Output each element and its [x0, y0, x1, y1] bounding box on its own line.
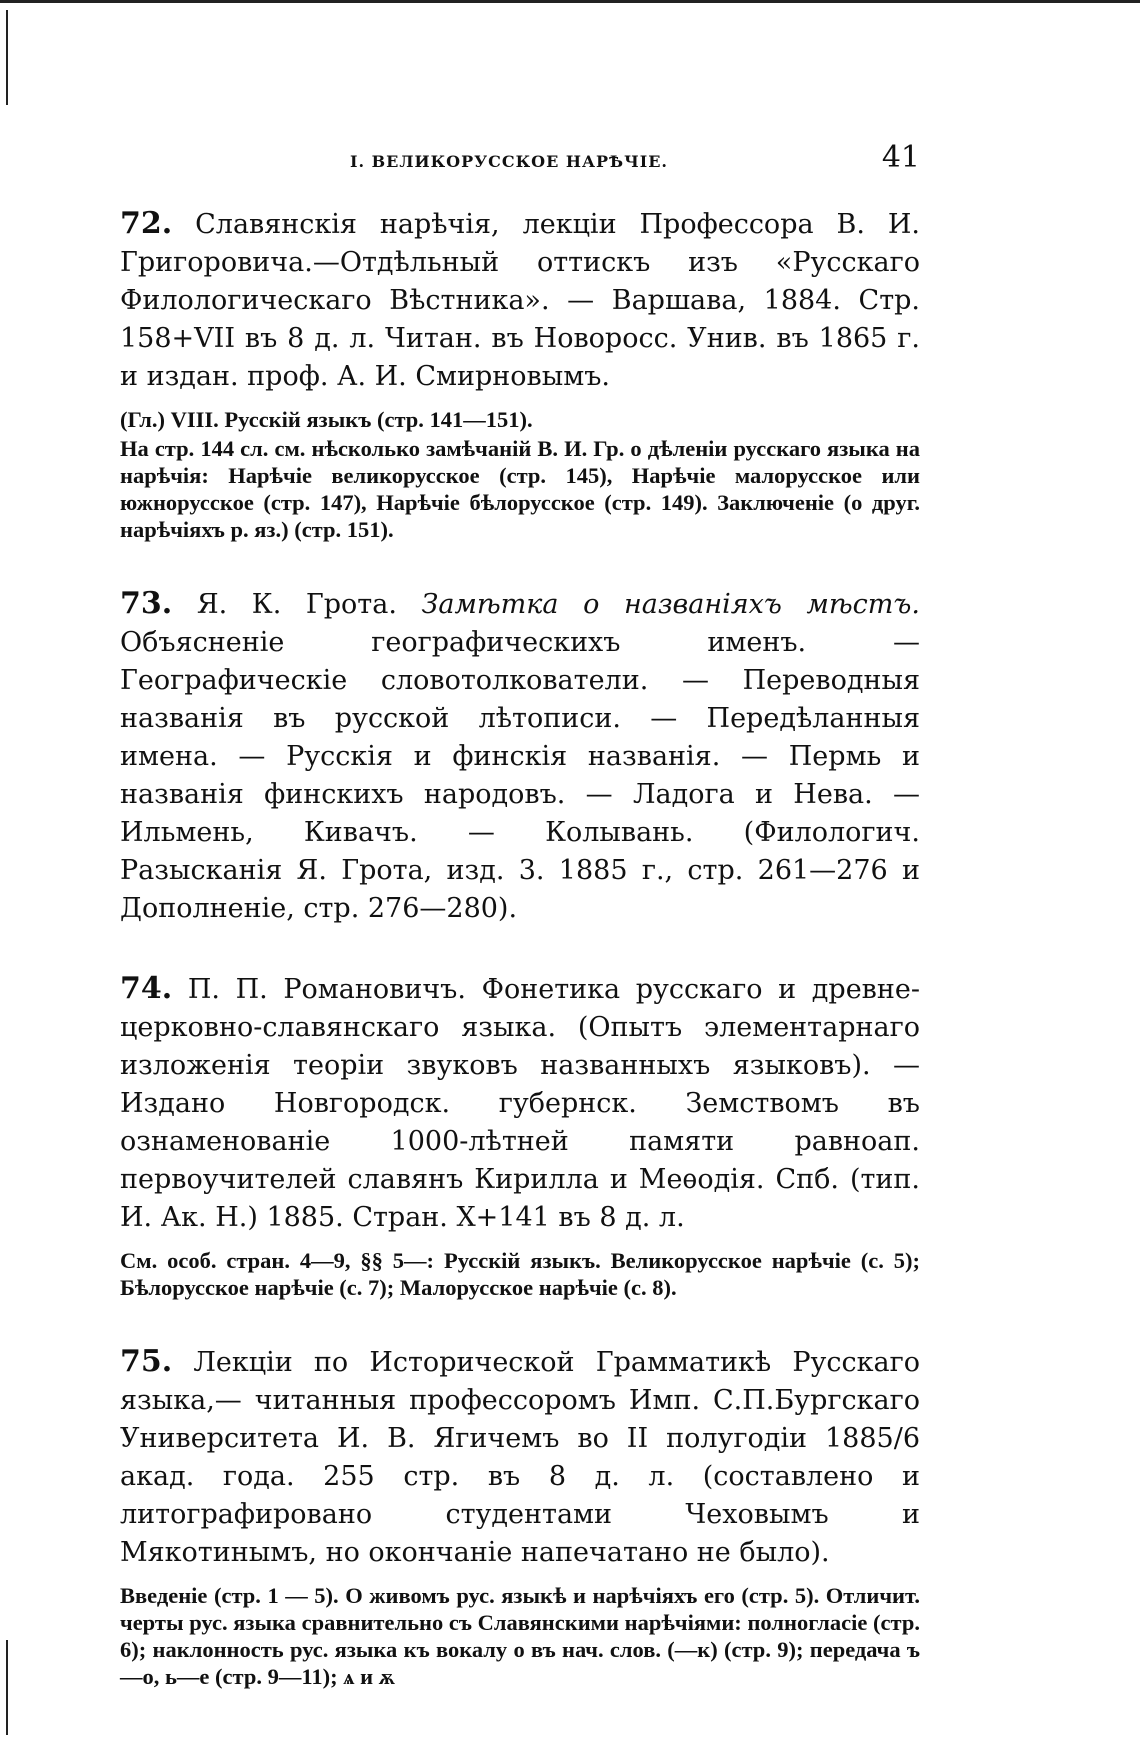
entry-note: См. особ. стран. 4—9, §§ 5—: Русскій языкъ. Великорусское нарѣчіе (с. 5); Бѣлорусское нарѣчіе (с. 7); Малорусское нарѣчіе (с. 8). [120, 1248, 920, 1300]
entry-author: Я. К. Грота. [196, 589, 397, 620]
entry-text [120, 1343, 920, 1572]
running-head [120, 140, 920, 180]
entry-note: (Гл.) VIII. Русскій языкъ (стр. 141—151). [120, 407, 533, 432]
bibliography-entry [120, 1343, 920, 1690]
bibliography-entry [120, 970, 920, 1301]
entry-number: 75. [120, 1344, 173, 1379]
entry-description: Лекціи по Исторической Грамматикѣ Русскаго языка,— читанныя профессоромъ Имп. С.П.Бургскаго Университета И. В. Ягичемъ во II полугодіи 1885/6 акад. года. 255 стр. въ 8 д. л. (составлено и литографировано студентами Чеховымъ и Мякотинымъ, но окончаніе напечатано не было). [120, 1347, 920, 1568]
entry-number: 72. [120, 206, 173, 241]
bibliography-entry [120, 585, 920, 928]
running-title: I. ВЕЛИКОРУССКОЕ НАРѢЧІЕ. [350, 152, 668, 171]
entry-description: Славянскія нарѣчія, лекціи Профессора В. И. Григоровича.—Отдѣльный оттискъ изъ «Русскаго Филологическаго Вѣстника». — Варшава, 1884. Стр. 158+VII въ 8 д. л. Читан. въ Новоросс. Унив. въ 1865 г. и издан. проф. А. И. Смирновымъ. [120, 209, 920, 392]
entry-text [120, 205, 920, 396]
entry-title: Замѣтка о названіяхъ мѣстъ. [421, 589, 920, 620]
entry-text [120, 585, 920, 928]
entry-text [120, 970, 920, 1237]
entry-number: 73. [120, 586, 173, 621]
scan-top-border [0, 0, 1140, 3]
scan-edge-mark [6, 10, 8, 105]
scan-edge-mark [6, 1640, 8, 1735]
entry-note: Введеніе (стр. 1 — 5). О живомъ рус. языкѣ и нарѣчіяхъ его (стр. 5). Отличит. черты рус. языка сравнительно съ Славянскими нарѣчіями: полногласіе (стр. 6); наклонность рус. языка къ вокалу о въ нач. слов. (—к) (стр. 9); передача ъ—о, ь—е (стр. 9—11); ѧ и ѫ [120, 1583, 920, 1689]
entry-note: На стр. 144 сл. см. нѣсколько замѣчаній В. И. Гр. о дѣленіи русскаго языка на нарѣчія: Нарѣчіе великорусское (стр. 145), Нарѣчіе малорусское или южнорусское (стр. 147), Нарѣчіе бѣлорусское (стр. 149). Заключеніе (о друг. нарѣчіяхъ р. яз.) (стр. 151). [120, 436, 920, 542]
entry-description: П. П. Романовичъ. Фонетика русскаго и древне-церковно-славянскаго языка. (Опытъ элементарнаго изложенія теоріи звуковъ названныхъ языковъ). — Издано Новгородск. губернск. Земствомъ въ ознаменованіе 1000-лѣтней памяти равноап. первоучителей славянъ Кирилла и Меѳодія. Спб. (тип. И. Ак. Н.) 1885. Стран. X+141 въ 8 д. л. [120, 974, 920, 1233]
entry-number: 74. [120, 971, 173, 1006]
page-number: 41 [881, 140, 920, 175]
bibliography-entry [120, 205, 920, 543]
entry-description: Объясненіе географическихъ именъ. — Географическіе словотолкователи. — Переводныя названія въ русской лѣтописи. — Передѣланныя имена. — Русскія и финскія названія. — Пермь и названія финскихъ народовъ. — Ладога и Нева. — Ильмень, Кивачъ. — Колывань. (Филологич. Разысканія Я. Грота, изд. 3. 1885 г., стр. 261—276 и Дополненіе, стр. 276—280). [120, 627, 920, 924]
page-body [120, 205, 920, 1732]
